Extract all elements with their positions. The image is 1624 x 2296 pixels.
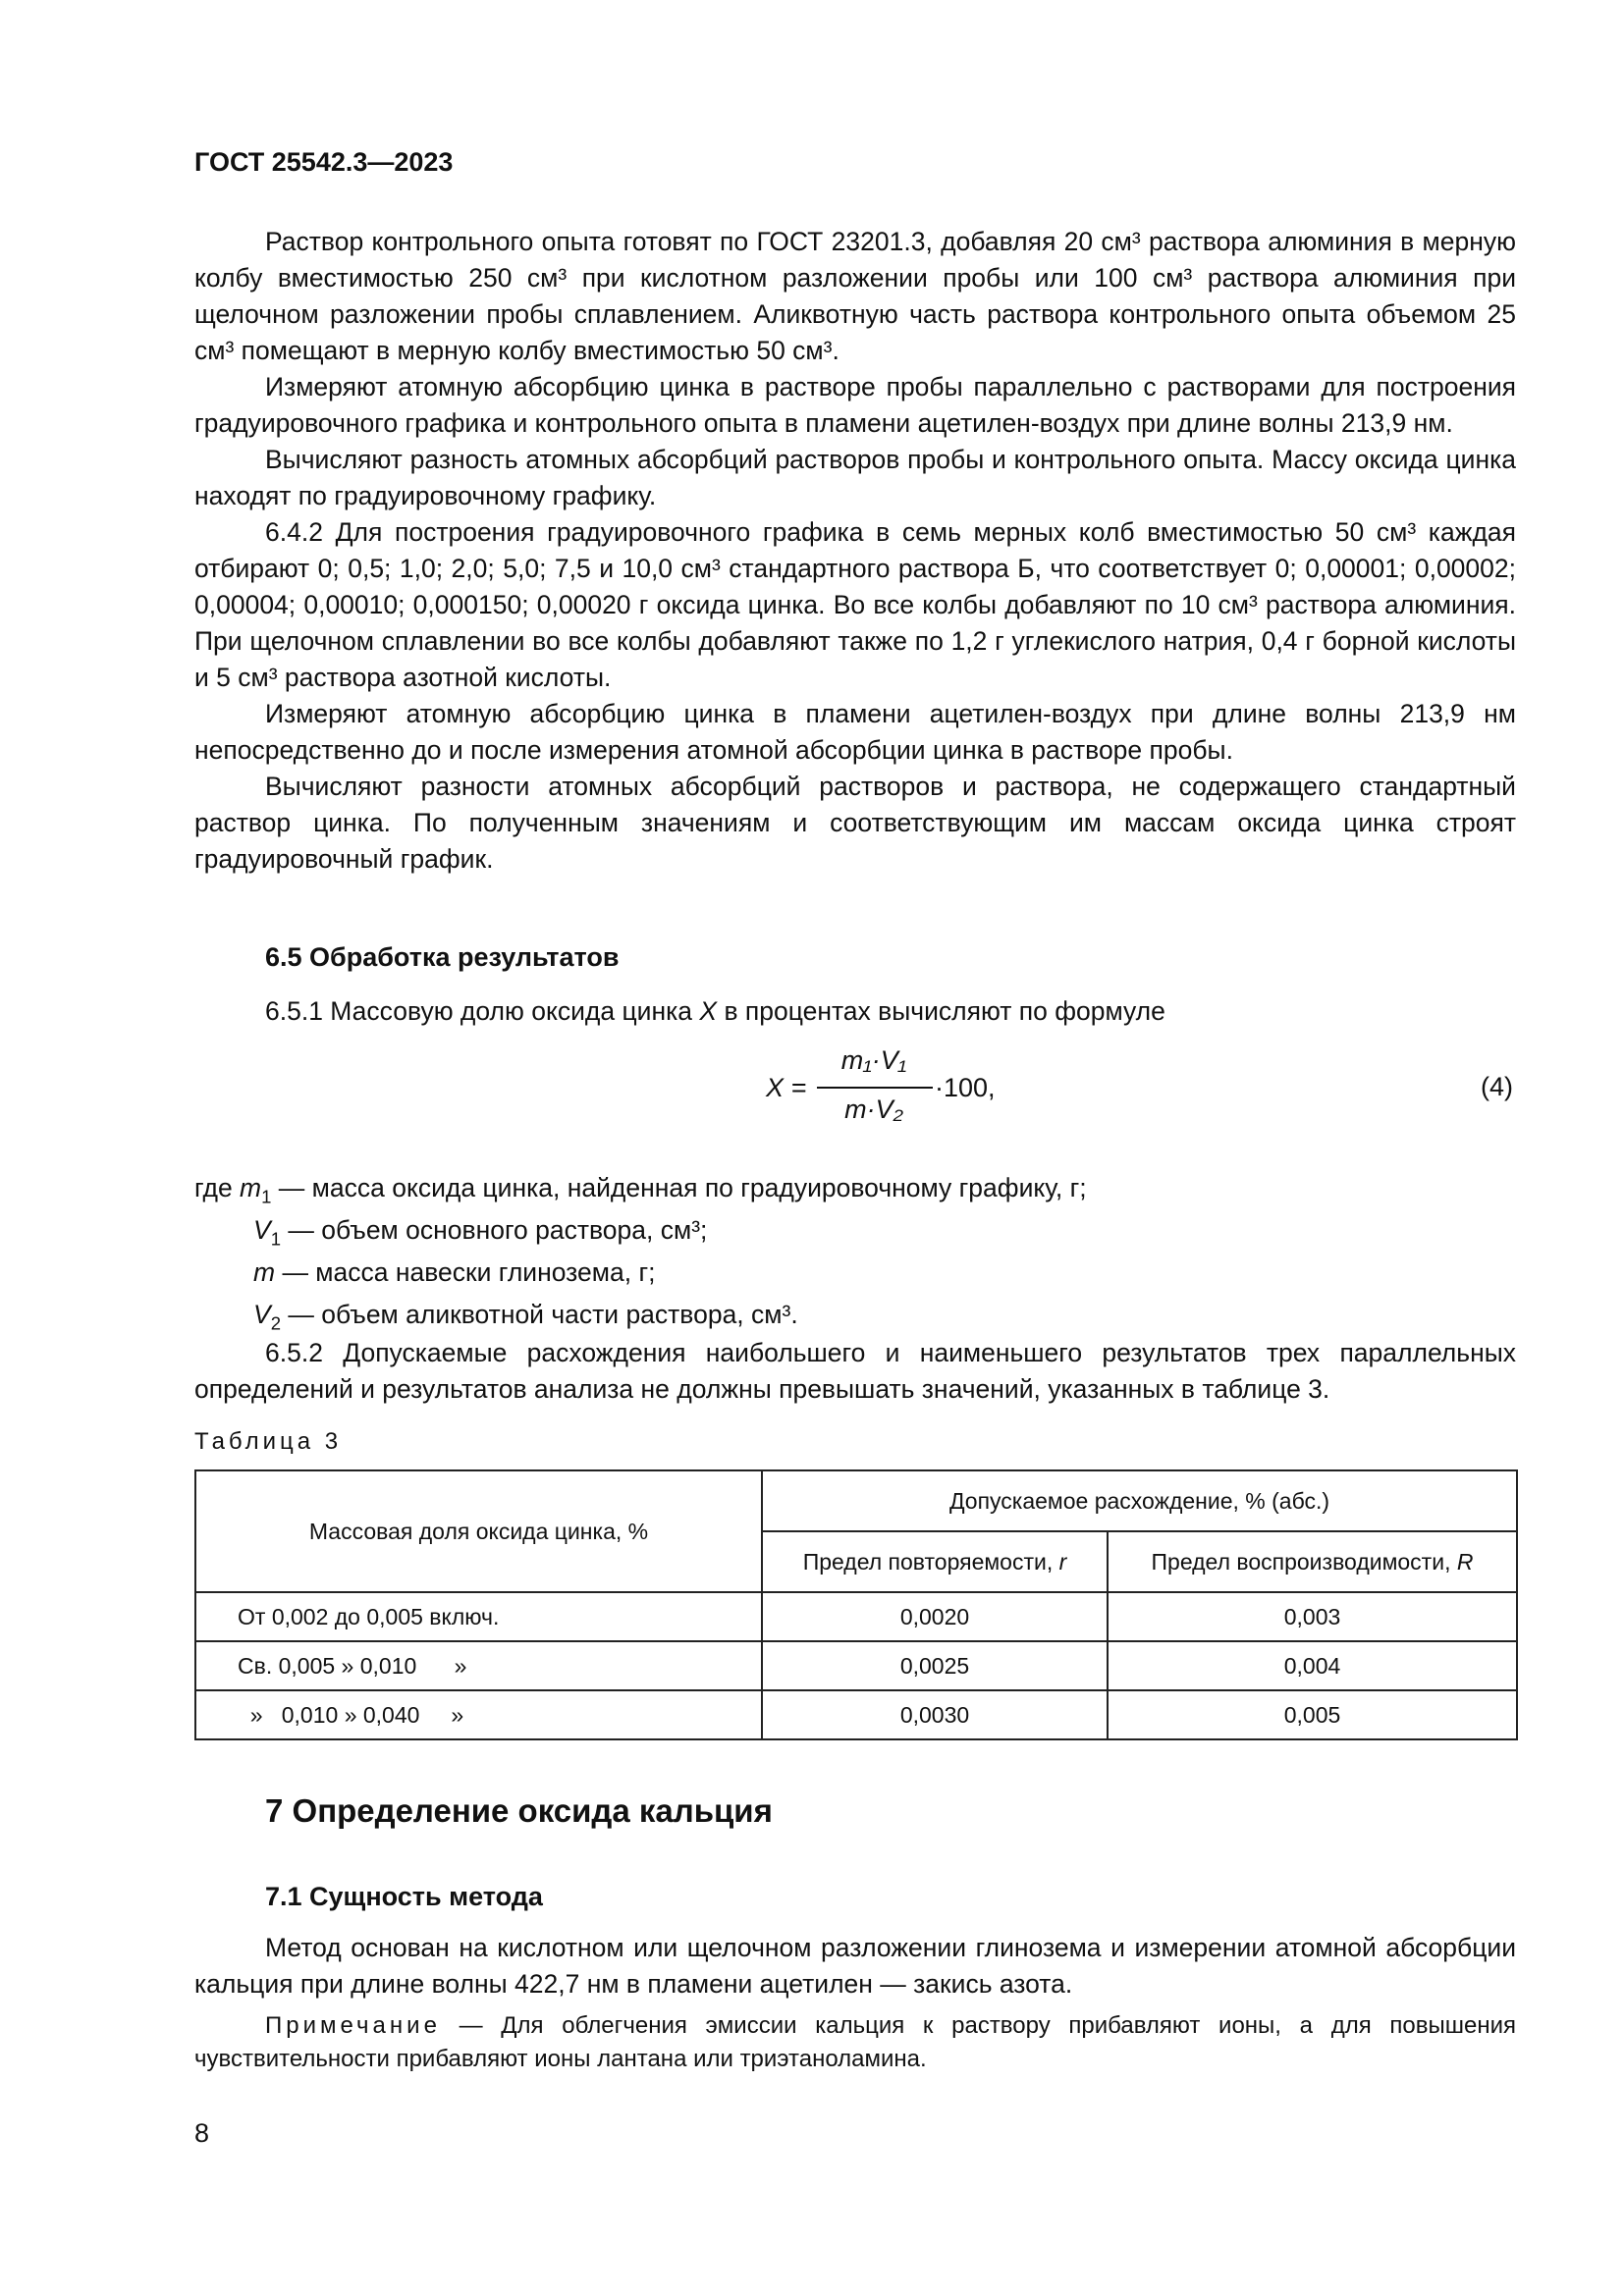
table-row bbox=[195, 1592, 1517, 1641]
table-row bbox=[195, 1690, 1517, 1739]
table-cell-R: 0,004 bbox=[1108, 1641, 1517, 1690]
paragraph-6-5-1 bbox=[265, 993, 1516, 1030]
table-header-repeatability bbox=[762, 1531, 1108, 1592]
section-6-5-heading: 6.5 Обработка результатов bbox=[265, 942, 620, 972]
where-v1 bbox=[253, 1212, 707, 1249]
p651-text-a: 6.5.1 Массовую долю оксида цинка bbox=[265, 996, 700, 1026]
table-cell-r: 0,0020 bbox=[762, 1592, 1108, 1641]
where-sub-v1: 1 bbox=[270, 1228, 281, 1250]
table-cell-r: 0,0030 bbox=[762, 1690, 1108, 1739]
formula-numerator: m₁·V₁ bbox=[840, 1045, 907, 1075]
where-sym-m: m bbox=[253, 1257, 276, 1287]
note-text: — Для облегчения эмиссии кальция к раствору прибавляют ионы, а для повышения чувствительности прибавляют ионы лантана или триэтаноламина. bbox=[194, 2012, 1516, 2072]
table-cell-range: » 0,010 » 0,040 » bbox=[195, 1690, 762, 1739]
where-sym-v1: V bbox=[253, 1215, 271, 1245]
where-prefix: где bbox=[194, 1173, 241, 1202]
table-cell-R: 0,005 bbox=[1108, 1690, 1517, 1739]
where-text-v2: — объем аликвотной части раствора, см³. bbox=[281, 1300, 798, 1329]
page-number: 8 bbox=[194, 2118, 210, 2148]
formula-lhs: X = bbox=[766, 1073, 807, 1102]
where-sym-v2: V bbox=[253, 1300, 271, 1329]
paragraph-difference: Вычисляют разность атомных абсорбций растворов пробы и контрольного опыта. Массу оксида цинка находят по градуировочному графику. bbox=[194, 445, 1516, 510]
table-row bbox=[195, 1641, 1517, 1690]
formula-4 bbox=[766, 1045, 1021, 1134]
paragraph-6-5-2: 6.5.2 Допускаемые расхождения наибольшего и наименьшего результатов трех параллельных определений и результатов анализа не должны превышать значений, указанных в таблице 3. bbox=[194, 1338, 1516, 1404]
reproducibility-sym: R bbox=[1456, 1548, 1474, 1575]
fraction-bar bbox=[817, 1087, 933, 1089]
formula-denominator: m·V₂ bbox=[844, 1095, 903, 1124]
table-3 bbox=[194, 1469, 1518, 1740]
table-cell-r: 0,0025 bbox=[762, 1641, 1108, 1690]
section-7-heading: 7 Определение оксида кальция bbox=[265, 1792, 773, 1829]
paragraph-control-solution: Раствор контрольного опыта готовят по ГОСТ 23201.3, добавляя 20 см³ раствора алюминия в мерную колбу вместимостью 250 см³ при кислотном разложении пробы или 100 см³ раствора алюминия при щелочном разложении пробы сплавлением. Аликвотную часть раствора контрольного опыта объемом 25 см³ помещают в мерную колбу вместимостью 50 см³. bbox=[194, 227, 1516, 365]
table-3-caption: Таблица 3 bbox=[194, 1428, 343, 1455]
p651-text-b: в процентах вычисляют по формуле bbox=[717, 996, 1165, 1026]
where-sub-v2: 2 bbox=[270, 1312, 281, 1334]
where-m1 bbox=[194, 1170, 1087, 1206]
formula-tail: ·100, bbox=[935, 1073, 996, 1102]
paragraph-6-4-2: 6.4.2 Для построения градуировочного графика в семь мерных колб вместимостью 50 см³ каждая отбирают 0; 0,5; 1,0; 2,0; 5,0; 7,5 и 10,0 см³ стандартного раствора Б, что соответствует 0; 0,00001; 0,00002; 0,00004; 0,00010; 0,000150; 0,00020 г оксида цинка. Во все колбы добавляют по 10 см³ раствора алюминия. При щелочном сплавлении во все колбы добавляют также по 1,2 г углекислого натрия, 0,4 г борной кислоты и 5 см³ раствора азотной кислоты. bbox=[194, 517, 1516, 692]
body-text-top bbox=[194, 224, 1516, 878]
table-cell-R: 0,003 bbox=[1108, 1592, 1517, 1641]
paragraph-7-1-wrap bbox=[194, 1930, 1516, 2002]
where-sub-1: 1 bbox=[261, 1186, 272, 1207]
where-v2 bbox=[253, 1297, 798, 1333]
document-header: ГОСТ 25542.3—2023 bbox=[194, 147, 454, 177]
where-sym-m1: m bbox=[240, 1173, 262, 1202]
table-header-permissible-divergence: Допускаемое расхождение, % (абс.) bbox=[762, 1470, 1517, 1531]
formula-number: (4) bbox=[1481, 1072, 1513, 1101]
reproducibility-label: Предел воспроизводимости, bbox=[1151, 1548, 1457, 1575]
where-text-m: — масса навески глинозема, г; bbox=[275, 1257, 656, 1287]
paragraph-measure-before-after: Измеряют атомную абсорбцию цинка в пламени ацетилен-воздух при длине волны 213,9 нм непосредственно до и после измерения атомной абсорбции цинка в растворе пробы. bbox=[194, 699, 1516, 765]
repeatability-sym: r bbox=[1058, 1548, 1067, 1575]
paragraph-calibration-graph: Вычисляют разности атомных абсорбций растворов и раствора, не содержащего стандартный раствор цинка. По полученным значениям и соответствующим им массам оксида цинка строят градуировочный график. bbox=[194, 772, 1516, 874]
table-header-reproducibility bbox=[1108, 1531, 1517, 1592]
paragraph-measure-zinc: Измеряют атомную абсорбцию цинка в растворе пробы параллельно с растворами для построения градуировочного графика и контрольного опыта в пламени ацетилен-воздух при длине волны 213,9 нм. bbox=[194, 372, 1516, 438]
table-cell-range: Св. 0,005 » 0,010 » bbox=[195, 1641, 762, 1690]
paragraph-7-1: Метод основан на кислотном или щелочном разложении глинозема и измерении атомной абсорбции кальция при длине волны 422,7 нм в пламени ацетилен — закись азота. bbox=[194, 1933, 1516, 1999]
note-label: Примечание bbox=[265, 2012, 441, 2039]
p651-var: X bbox=[699, 996, 718, 1026]
where-text-m1: — масса оксида цинка, найденная по градуировочному графику, г; bbox=[271, 1173, 1087, 1202]
where-text-v1: — объем основного раствора, см³; bbox=[281, 1215, 708, 1245]
paragraph-6-5-2-wrap bbox=[194, 1335, 1516, 1408]
repeatability-label: Предел повторяемости, bbox=[802, 1548, 1059, 1575]
note bbox=[194, 2009, 1516, 2076]
where-m bbox=[253, 1255, 656, 1291]
table-header-mass-fraction: Массовая доля оксида цинка, % bbox=[195, 1470, 762, 1592]
table-cell-range: От 0,002 до 0,005 включ. bbox=[195, 1592, 762, 1641]
section-7-1-heading: 7.1 Сущность метода bbox=[265, 1882, 543, 1911]
